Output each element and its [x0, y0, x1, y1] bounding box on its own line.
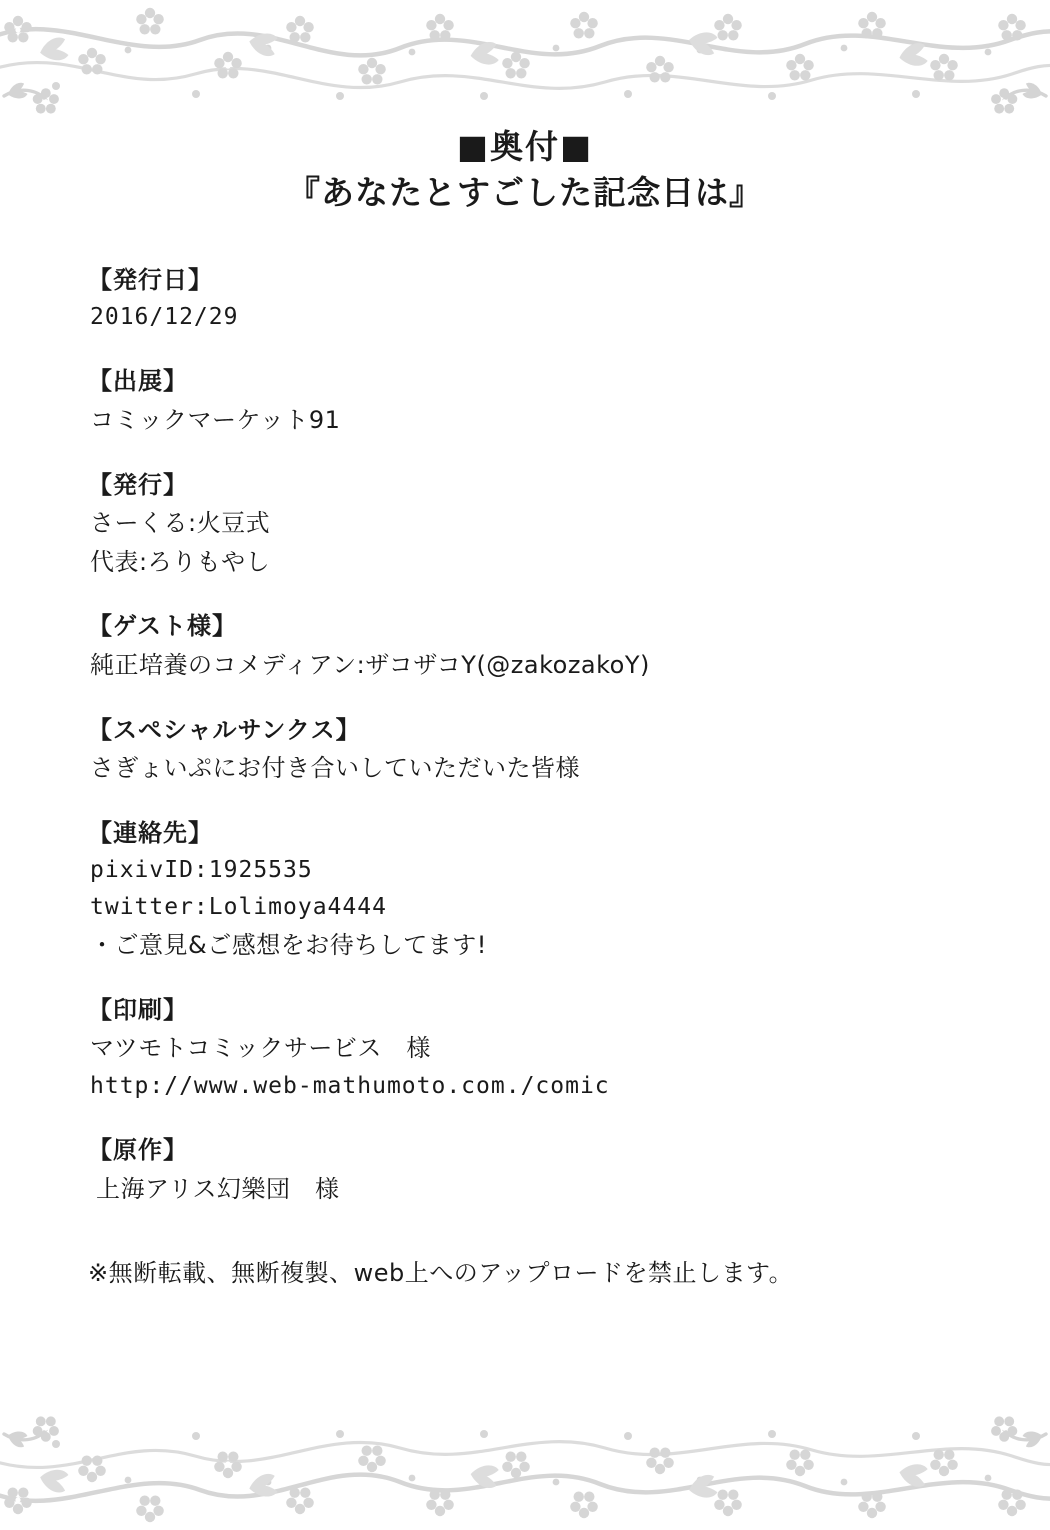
section-line: 代表:ろりもやし [90, 547, 271, 576]
section-heading: 【出展】 [88, 367, 188, 396]
section-publication-date [88, 262, 968, 336]
section-guest [88, 608, 968, 684]
page-title [0, 126, 1050, 216]
section-special-thanks [88, 712, 968, 788]
section-heading: 【スペシャルサンクス】 [88, 715, 361, 744]
section-heading: 【印刷】 [88, 996, 188, 1025]
title-afterword: ■奥付■ [456, 127, 594, 166]
copyright-notice: ※無断転載、無断複製、web上へのアップロードを禁止します。 [88, 1259, 794, 1287]
section-line: さーくる:火豆式 [90, 508, 271, 537]
section-line: さぎょいぷにお付き合いしていただいた皆様 [90, 753, 580, 782]
contact-twitter: twitter:Lolimoya4444 [90, 894, 387, 920]
printer-url: http://www.web-mathumoto.com./comic [90, 1073, 610, 1100]
section-printer [88, 992, 968, 1105]
section-heading: 【原作】 [88, 1136, 188, 1165]
section-line: 純正培養のコメディアン:ザコザコY(@zakozakoY) [90, 650, 650, 679]
section-heading: 【発行】 [88, 470, 188, 499]
title-work-name: 『あなたとすごした記念日は』 [287, 173, 763, 213]
section-event [88, 363, 968, 439]
section-line: 上海アリス幻樂団 様 [96, 1174, 340, 1203]
section-line: 2016/12/29 [90, 304, 239, 331]
printer-name: マツモトコミックサービス 様 [90, 1034, 431, 1063]
contact-note: ・ご意見&ご感想をお待ちしてます! [90, 931, 487, 960]
colophon-sections [88, 262, 968, 1236]
section-heading: 【発行日】 [88, 266, 213, 294]
section-line: コミックマーケット91 [90, 405, 341, 434]
section-publisher [88, 467, 968, 582]
section-heading: 【ゲスト様】 [88, 612, 238, 641]
section-heading: 【連絡先】 [88, 818, 213, 847]
section-original-work [88, 1132, 968, 1208]
section-contact [88, 815, 968, 966]
contact-pixiv-id: pixivID:1925535 [90, 856, 313, 883]
